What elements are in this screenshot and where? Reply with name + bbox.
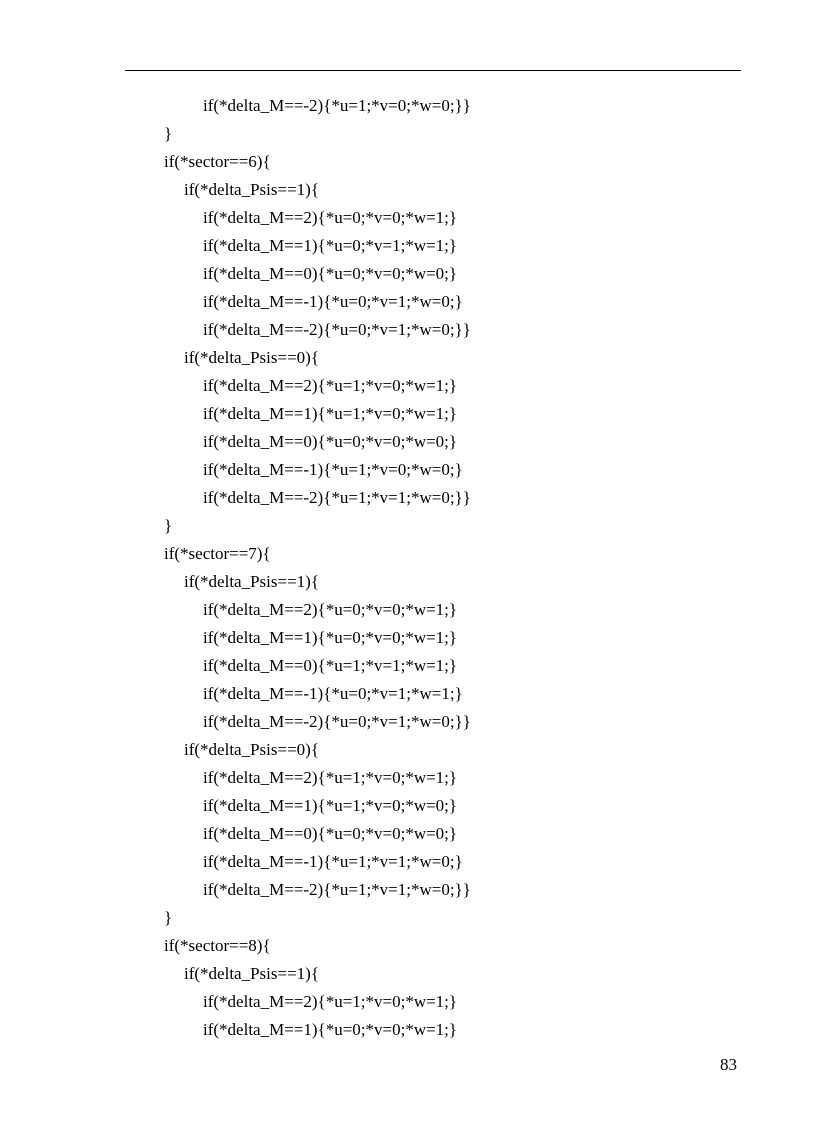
code-line: if(*delta_M==-1){*u=0;*v=1;*w=0;}: [203, 292, 463, 311]
code-line: if(*delta_M==-2){*u=0;*v=1;*w=0;}}: [203, 712, 471, 731]
code-line: if(*delta_M==2){*u=0;*v=0;*w=1;}: [203, 600, 458, 619]
code-line: if(*delta_M==1){*u=0;*v=1;*w=1;}: [203, 236, 458, 255]
code-line: if(*delta_M==0){*u=0;*v=0;*w=0;}: [203, 264, 458, 283]
header-rule: [125, 70, 741, 71]
page-number: 83: [720, 1055, 737, 1074]
code-line: if(*delta_M==2){*u=1;*v=0;*w=1;}: [203, 992, 458, 1011]
code-line: if(*delta_M==-1){*u=1;*v=1;*w=0;}: [203, 852, 463, 871]
code-line: if(*delta_M==2){*u=1;*v=0;*w=1;}: [203, 768, 458, 787]
code-line: if(*delta_M==-1){*u=0;*v=1;*w=1;}: [203, 684, 463, 703]
code-line: if(*delta_M==2){*u=0;*v=0;*w=1;}: [203, 208, 458, 227]
code-line: if(*delta_M==0){*u=1;*v=1;*w=1;}: [203, 656, 458, 675]
code-line: }: [164, 124, 173, 143]
code-line: }: [164, 908, 173, 927]
code-line: if(*delta_M==-2){*u=0;*v=1;*w=0;}}: [203, 320, 471, 339]
code-listing: [0, 92, 816, 1044]
code-line: if(*delta_M==1){*u=1;*v=0;*w=1;}: [203, 404, 458, 423]
code-line: if(*delta_M==1){*u=0;*v=0;*w=1;}: [203, 1020, 458, 1039]
code-line: if(*sector==7){: [164, 544, 271, 563]
code-line: if(*delta_M==2){*u=1;*v=0;*w=1;}: [203, 376, 458, 395]
code-line: if(*delta_M==1){*u=0;*v=0;*w=1;}: [203, 628, 458, 647]
code-line: if(*sector==6){: [164, 152, 271, 171]
code-line: if(*delta_M==-2){*u=1;*v=0;*w=0;}}: [203, 96, 471, 115]
code-line: if(*sector==8){: [164, 936, 271, 955]
code-line: if(*delta_Psis==1){: [184, 964, 319, 983]
code-line: if(*delta_M==1){*u=1;*v=0;*w=0;}: [203, 796, 458, 815]
code-line: if(*delta_M==-2){*u=1;*v=1;*w=0;}}: [203, 488, 471, 507]
code-line: if(*delta_Psis==0){: [184, 348, 319, 367]
code-line: }: [164, 516, 173, 535]
code-line: if(*delta_Psis==1){: [184, 572, 319, 591]
code-line: if(*delta_Psis==1){: [184, 180, 319, 199]
code-line: if(*delta_Psis==0){: [184, 740, 319, 759]
code-line: if(*delta_M==0){*u=0;*v=0;*w=0;}: [203, 432, 458, 451]
code-line: if(*delta_M==-2){*u=1;*v=1;*w=0;}}: [203, 880, 471, 899]
code-line: if(*delta_M==-1){*u=1;*v=0;*w=0;}: [203, 460, 463, 479]
code-line: if(*delta_M==0){*u=0;*v=0;*w=0;}: [203, 824, 458, 843]
